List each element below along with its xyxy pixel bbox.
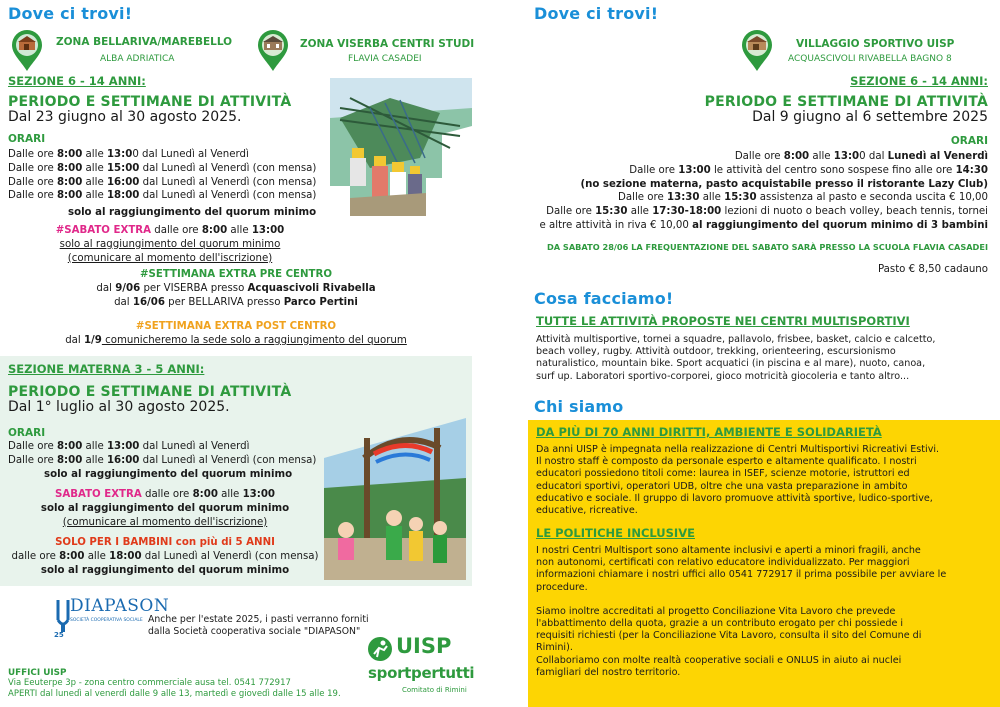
right-zone-sub: ACQUASCIVOLI RIVABELLA BAGNO 8 bbox=[788, 54, 952, 64]
zone2-sub: FLAVIA CASADEI bbox=[348, 54, 422, 64]
orari-line: Dalle ore 8:00 alle 18:00 dal Lunedì al Venerdì (con mensa) bbox=[8, 190, 317, 202]
right-period-dates: Dal 9 giugno al 6 settembre 2025 bbox=[752, 109, 988, 125]
left-title: Dove ci trovi! bbox=[8, 4, 133, 23]
orari-line: Dalle ore 8:00 alle 13:00 dal Lunedì al Venerdì bbox=[8, 441, 250, 452]
location-pin-icon bbox=[256, 30, 290, 72]
materna-orari-label: ORARI bbox=[8, 427, 46, 439]
orari-line: Dalle ore 8:00 alle 16:00 dal Lunedì al Venerdì (con mensa) bbox=[8, 454, 317, 466]
left-quorum: solo al raggiungimento del quorum minimo bbox=[68, 207, 317, 218]
politiche-text: I nostri Centri Multisport sono altamente inclusivi e aperti a minori fragili, anche non autonomi, certificati con relativo educatore individualizzato. Per maggiori informazioni chiamare i nostri uffici allo 0541 772917 il prima possibile per avviare le procedure. Siamo inoltre accreditati al progetto Conciliazione Vita Lavoro che prevede l'abbattimento della quota, grazie a un contributo erogato per chi possiede i requisiti richiesti (per la Conciliazione Vita Lavoro, consulta il sito del Comune di Rimini). Collaboriamo con molte realtà cooperative sociali e ONLUS in aiuto ai nuclei famigliari del nostro territorio. bbox=[536, 545, 947, 678]
right-orari-list: Dalle ore 8:00 alle 13:00 dal Lunedì al Venerdì Dalle ore 13:00 le attività del centro sono sospese fino alle ore 14:30 (no sezione materna, pasto acquistabile presso il ristorante Lazy Club) Dalle ore 13:30 alle 15:30 assistenza al pasto e seconda uscita € 10,00 Dalle ore 15:30 alle 17:30-18:00 lezioni di nuoto o beach volley, beach tennis, tornei e altre attività in riva € 10,00 al raggiungimento del quorum minimo di 3 bambini bbox=[539, 151, 988, 231]
uisp-runner-icon bbox=[366, 636, 394, 662]
left-period-title: PERIODO E SETTIMANE DI ATTIVITÀ bbox=[8, 94, 292, 110]
location-pin-icon bbox=[740, 30, 774, 72]
left-sabato-block: #SABATO EXTRA dalle ore 8:00 alle 13:00 solo al raggiungimento del quorum minimo (comunicare al momento dell'iscrizione) bbox=[55, 225, 285, 264]
zone1-name: ZONA BELLARIVA/MAREBELLO bbox=[56, 36, 233, 48]
left-orari-list bbox=[8, 148, 316, 203]
zone1-sub: ALBA ADRIATICA bbox=[100, 54, 175, 64]
right-period-title: PERIODO E SETTIMANE DI ATTIVITÀ bbox=[704, 94, 988, 110]
left-period-dates: Dal 23 giugno al 30 agosto 2025. bbox=[8, 109, 242, 125]
materna-solo-block: SOLO PER I BAMBINI con più di 5 ANNI dalle ore 8:00 alle 18:00 dal Lunedì al Venerdì (con mensa) solo al raggiungimento del quorum minimo bbox=[11, 537, 319, 576]
materna-period-dates: Dal 1° luglio al 30 agosto 2025. bbox=[8, 399, 230, 415]
uisp-logo: UISP sportpertutti Comitato di Rimini bbox=[368, 634, 475, 694]
materna-period-title: PERIODO E SETTIMANE DI ATTIVITÀ bbox=[8, 384, 292, 400]
svg-text:25: 25 bbox=[54, 631, 64, 638]
right-sezione-heading: SEZIONE 6 - 14 ANNI: bbox=[850, 74, 988, 88]
materna-orari-list bbox=[8, 440, 316, 468]
left-post-centro-block: #SETTIMANA EXTRA POST CENTRO dal 1/9 comunicheremo la sede solo a raggiungimento del quorum bbox=[65, 321, 407, 346]
left-pre-centro-block: #SETTIMANA EXTRA PRE CENTRO dal 9/06 per VISERBA presso Acquascivoli Rivabella dal 16/06 per BELLARIVA presso Parco Pertini bbox=[96, 269, 376, 308]
orari-line: Dalle ore 8:00 alle 15:00 dal Lunedì al Venerdì (con mensa) bbox=[8, 162, 317, 174]
materna-sabato-block: SABATO EXTRA dalle ore 8:00 alle 13:00 solo al raggiungimento del quorum minimo (comunicare al momento dell'iscrizione) bbox=[40, 489, 290, 528]
right-pasto: Pasto € 8,50 cadauno bbox=[877, 264, 988, 275]
zone2-name: ZONA VISERBA CENTRI STUDI bbox=[300, 38, 475, 50]
materna-sezione-heading: SEZIONE MATERNA 3 - 5 ANNI: bbox=[8, 362, 205, 376]
chi-siamo-title: Chi siamo bbox=[534, 397, 624, 416]
cosa-facciamo-title: Cosa facciamo! bbox=[534, 289, 674, 308]
right-orari-label: ORARI bbox=[950, 135, 988, 147]
location-pin-icon bbox=[10, 30, 44, 72]
cosa-text: Attività multisportive, tornei a squadre, pallavolo, frisbee, basket, calcio e calcetto, beach volley, rugby. Attività outdoor, trekking, orienteering, escursionismo naturalistico, mountain bike. Sport acquatici (in piscina e al mare), nuoto, canoa, surf up. Laboratori sportivo-corporei, gioco motricità giocoleria e tanto altro... bbox=[536, 334, 936, 382]
left-orari-label: ORARI bbox=[8, 133, 46, 145]
diapason-logo: 25 DIAPASON SOCIETÀ COOPERATIVA SOCIALE bbox=[54, 596, 170, 638]
chi-heading: DA PIÙ DI 70 ANNI DIRITTI, AMBIENTE E SOLIDARIETÀ bbox=[536, 425, 882, 439]
orari-line: Dalle ore 8:00 alle 16:00 dal Lunedì al Venerdì (con mensa) bbox=[8, 176, 317, 188]
cosa-heading: TUTTE LE ATTIVITÀ PROPOSTE NEI CENTRI MULTISPORTIVI bbox=[536, 314, 910, 328]
orari-line: Dalle ore 8:00 alle 13:00 dal Lunedì al Venerdì bbox=[8, 149, 249, 160]
politiche-heading: LE POLITICHE INCLUSIVE bbox=[536, 526, 695, 540]
right-title: Dove ci trovi! bbox=[534, 4, 659, 23]
diapason-text: Anche per l'estate 2025, i pasti verranno forniti dalla Società cooperativa sociale "DIAPASON" bbox=[148, 614, 369, 637]
left-sezione-heading: SEZIONE 6 - 14 ANNI: bbox=[8, 74, 146, 88]
adventure-park-photo bbox=[330, 78, 472, 216]
uffici-block: UFFICI UISP Via Eeuterpe 3p - zona centro commerciale ausa tel. 0541 772917 APERTI dal lunedì al venerdì dalle 9 alle 13, martedì e giovedì dalle 15 alle 19. bbox=[8, 668, 341, 699]
materna-quorum: solo al raggiungimento del quorum minimo bbox=[44, 469, 293, 480]
chi-text: Da anni UISP è impegnata nella realizzazione di Centri Multisportivi Ricreativi Estivi. Il nostro staff è composto da personale esperto e altamente qualificato. I nostri educatori possiedono titoli come: laurea in ISEF, scienze motorie, istruttori ed educatori sportivi, operatori UDB, oltre che una vasta preparazione in ambito educativo e sociale. Il gruppo di lavoro promuove attività sportive, ludico-sportive, educative, ricreative. bbox=[536, 444, 940, 517]
right-zone-name: VILLAGGIO SPORTIVO UISP bbox=[796, 38, 955, 50]
playground-photo bbox=[324, 418, 466, 580]
right-sabato-note: DA SABATO 28/06 LA FREQUENTAZIONE DEL SABATO SARÀ PRESSO LA SCUOLA FLAVIA CASADEI bbox=[546, 242, 988, 252]
